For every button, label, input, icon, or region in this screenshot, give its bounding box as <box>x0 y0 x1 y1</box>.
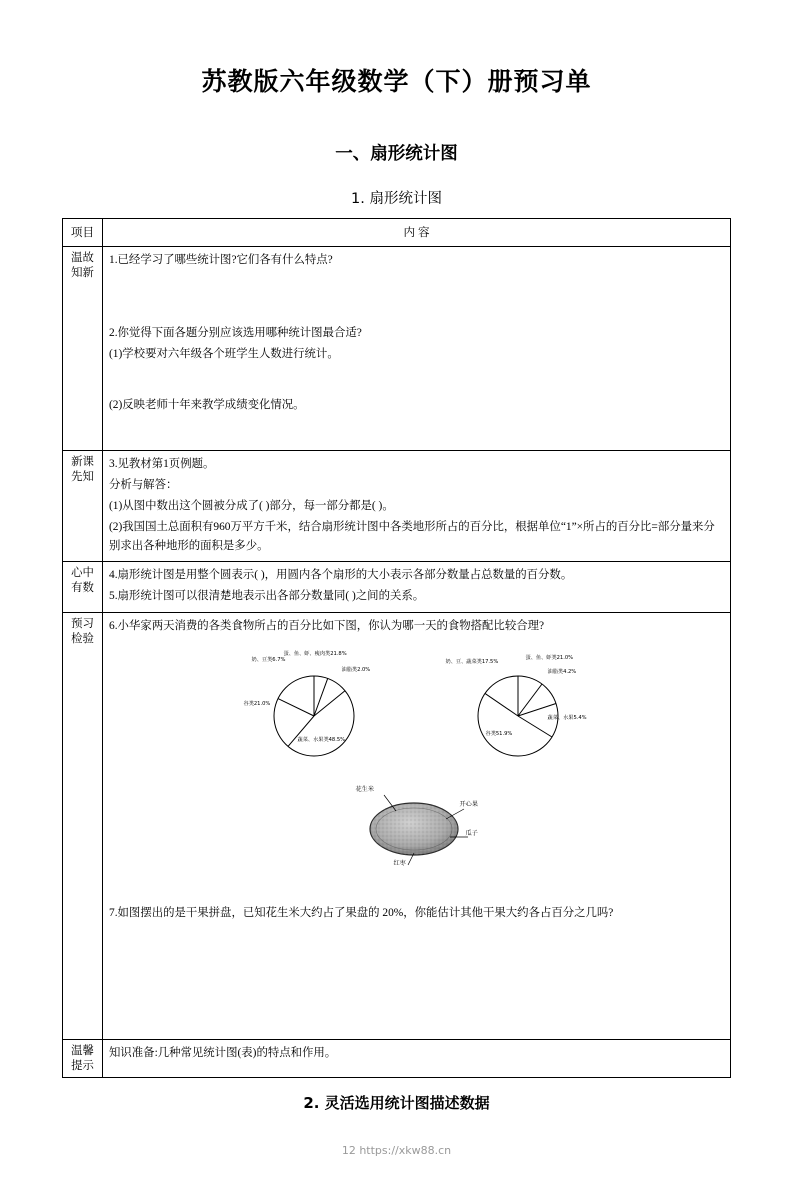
table-header-col1: 项目 <box>63 219 103 247</box>
row-category-review <box>63 247 103 451</box>
row-category-label: 心中有数 <box>71 567 94 595</box>
question-3: 3.见教材第1页例题。 <box>109 458 215 471</box>
row-category-label: 温馨提示 <box>71 1044 94 1072</box>
section-title: 一、扇形统计图 <box>335 144 458 164</box>
row-content-review <box>103 247 731 451</box>
fruit-label-jujube: 红枣 <box>393 859 406 867</box>
row-category-label: 温故知新 <box>71 252 94 279</box>
row-content-check <box>103 613 731 1040</box>
pie-chart-day1-svg <box>224 646 404 771</box>
row-category-check <box>63 613 103 1040</box>
sub-section-title: 1. 扇形统计图 <box>351 191 442 207</box>
page-title: 苏教版六年级数学（下）册预习单 <box>201 67 592 96</box>
question-5: 5.扇形统计图可以很清楚地表示出各部分数量同( )之间的关系。 <box>109 590 425 603</box>
row-content-tips <box>103 1039 731 1078</box>
pie-chart-day1 <box>224 646 404 771</box>
row-category-confidence <box>63 562 103 613</box>
pie1-label-egg: 蛋、鱼、虾、瘦肉类21.8% <box>283 650 347 657</box>
question-6: 6.小华家两天消费的各类食物所占的百分比如下图，你认为哪一天的食物搭配比较合理? <box>109 620 545 633</box>
analysis-label: 分析与解答： <box>109 479 178 492</box>
table-row <box>63 451 731 562</box>
fruit-label-peanut: 花生米 <box>355 785 375 793</box>
watermark: 12 https://xkw88.cn <box>341 1144 452 1157</box>
pie2-label-egg: 蛋、鱼、虾类21.0% <box>525 654 574 661</box>
analysis-2: (2)我国国土总面积有960万平方千米，结合扇形统计图中各类地形所占的百分比，根据单位“1”×所占的百分比=部分量来分别求出各种地形的面积是多少。 <box>109 520 715 552</box>
fruit-label-pistachio: 开心果 <box>459 800 479 808</box>
pie2-label-milkveg: 奶、豆、蔬菜类17.5% <box>445 658 499 665</box>
question-2: 2.你觉得下面各题分别应该选用哪种统计图最合适? <box>109 326 362 339</box>
question-4: 4.扇形统计图是用整个圆表示( )，用圆内各个扇形的大小表示各部分数量占总数量的百分数。 <box>109 569 573 582</box>
row-content-confidence <box>103 562 731 613</box>
question-2a: (1)学校要对六年级各个班学生人数进行统计。 <box>109 347 339 360</box>
pie1-label-oil: 油脂类2.0% <box>341 666 371 673</box>
pie1-label-milk: 奶、豆类6.7% <box>251 656 286 663</box>
pie1-label-grain: 谷类21.0% <box>243 700 271 707</box>
table-header-col2: 内 容 <box>103 219 731 247</box>
table-header-row <box>63 219 731 247</box>
table-row <box>63 247 731 451</box>
table-row <box>63 1039 731 1078</box>
pie2-label-oil: 油脂类4.2% <box>547 668 577 675</box>
question-7: 7.如图摆出的是干果拼盘，已知花生米大约占了果盘的 20%，你能估计其他干果大约各占百分之几吗? <box>109 906 614 919</box>
tip-text: 知识准备:几种常见统计图(表)的特点和作用。 <box>109 1046 337 1059</box>
row-category-newlesson <box>63 451 103 562</box>
pie2-label-veg: 蔬菜、水果5.4% <box>547 714 587 721</box>
pie-charts-figure <box>109 646 724 771</box>
pie1-label-veg: 蔬菜、水果类48.5% <box>297 736 346 743</box>
fruit-label-seeds: 瓜子 <box>465 829 478 837</box>
pie2-label-grain: 谷类51.9% <box>485 730 513 737</box>
question-1: 1.已经学习了哪些统计图?它们各有什么特点? <box>109 254 333 267</box>
row-category-label: 预习检验 <box>71 618 94 645</box>
table-row <box>63 613 731 1040</box>
question-2b: (2)反映老师十年来教学成绩变化情况。 <box>109 398 305 411</box>
fruit-plate-figure <box>322 779 512 874</box>
pie-chart-day2 <box>430 646 610 771</box>
analysis-1: (1)从图中数出这个圆被分成了( )部分，每一部分都是( )。 <box>109 500 394 512</box>
row-content-newlesson <box>103 451 731 562</box>
fruit-plate-svg <box>322 779 512 874</box>
document-page <box>0 62 793 1184</box>
preview-table <box>62 218 731 1078</box>
row-category-label: 新课先知 <box>71 456 94 484</box>
row-category-tips <box>63 1039 103 1078</box>
table-row <box>63 562 731 613</box>
next-section-title: 2. 灵活选用统计图描述数据 <box>303 1094 490 1113</box>
